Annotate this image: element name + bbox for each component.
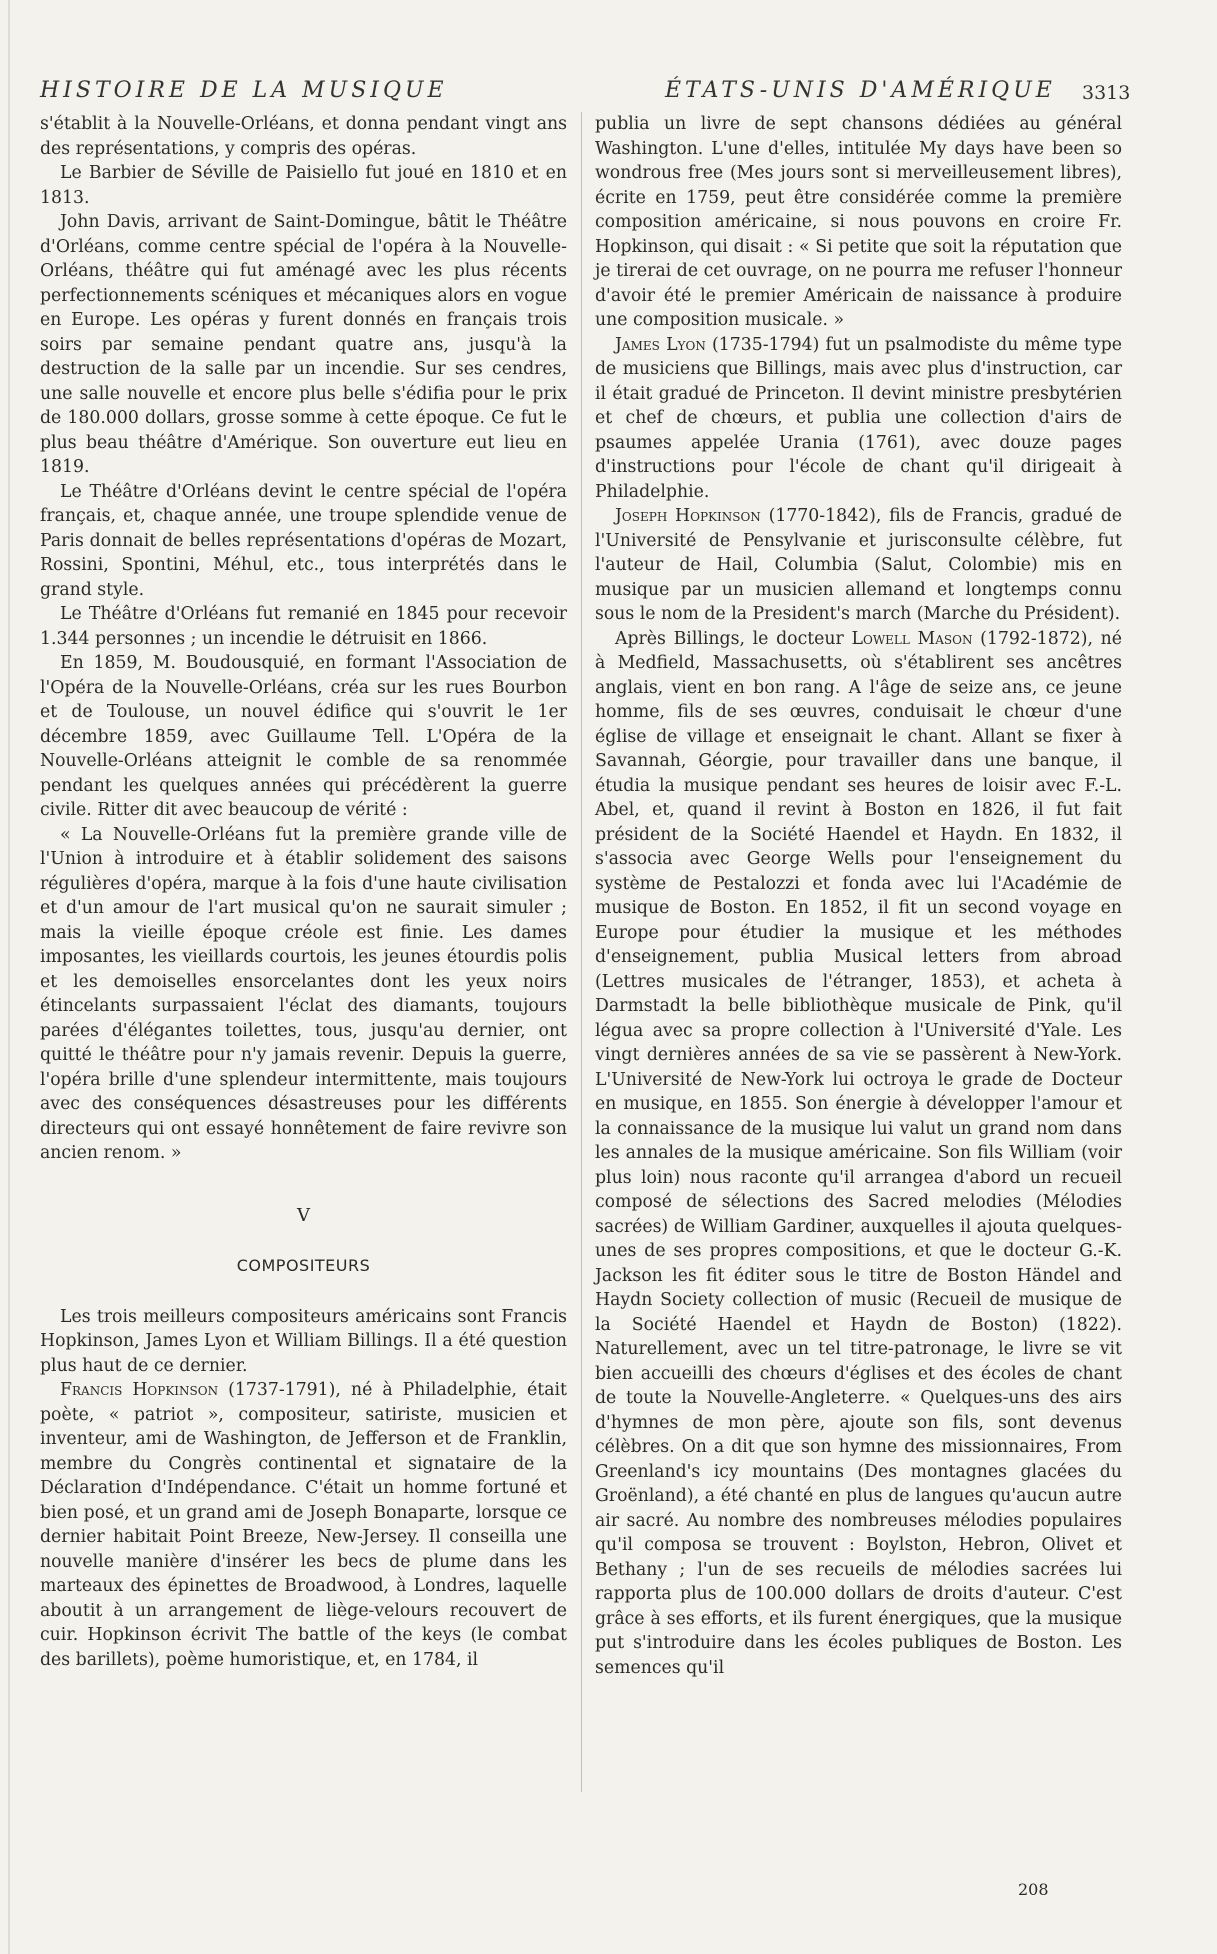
paragraph: John Davis, arrivant de Saint-Domingue, bâtit le Théâtre d'Orléans, comme centre spécial de l'opéra à la Nouvelle-Orléans, théâtre qui fut aménagé avec les plus récents perfectionnements scéniques et mécaniques alors en vogue en Europe. Les opéras y furent donnés en français trois soirs par semaine pendant quatre ans, jusqu'à la destruction de la salle par un incendie. Sur ses cendres, une salle nouvelle et encore plus belle s'édifia pour le prix de 180.000 dollars, grosse somme à cette époque. Ce fut le plus beau théâtre d'Amérique. Son ouverture eut lieu en 1819.	[40, 212, 567, 477]
paragraph: Le Barbier de Séville de Paisiello fut joué en 1810 et en 1813.	[40, 163, 567, 208]
paragraph: publia un livre de sept chansons dédiées au général Washington. L'une d'elles, intitulée My days have been so wondrous free (Mes jours sont si merveilleusement libres), écrite en 1759, peut être considérée comme la première composition américaine, si nous pouvons en croire Fr. Hopkinson, qui disait : « Si petite que soit la réputation que je tirerai de cet ouvrage, on ne pourra me refuser l'honneur d'avoir été le premier Américain de naissance à produire une composition musicale. »	[595, 114, 1122, 330]
left-column	[40, 112, 567, 1672]
paragraph: Le Théâtre d'Orléans fut remanié en 1845 pour recevoir 1.344 personnes ; un incendie le détruisit en 1866.	[40, 604, 567, 649]
paragraph-text: Après Billings, le docteur	[615, 628, 852, 649]
paragraph	[595, 504, 1122, 627]
paragraph-text: (1770-1842), fils de Francis, gradué de l'Université de Pensylvanie et jurisconsulte célèbre, fut l'auteur de Hail, Columbia (Salut, Colombie) mis en musique par un musicien allemand et longtemps connu sous le nom de la President's march (Marche du Président).	[595, 506, 1122, 624]
running-head-left: HISTOIRE DE LA MUSIQUE	[40, 78, 448, 103]
paragraph	[40, 1378, 567, 1672]
paragraph	[595, 627, 1122, 1681]
person-name: James Lyon	[615, 334, 706, 355]
person-name: Francis Hopkinson	[60, 1380, 219, 1400]
folio-number: 208	[1018, 1880, 1049, 1899]
page-edge-shadow	[8, 0, 10, 1954]
paragraph-text: (1792-1872), né à Medfield, Massachusetts, où s'établirent ses ancêtres anglais, vient en bon rang. A l'âge de seize ans, ce jeune homme, fils de ses œuvres, conduisait le chœur d'une église de village et enseignait le chant. Allant se fixer à Savannah, Géorgie, pour travailler dans une banque, il étudia la musique pendant ses heures de loisir avec F.-L. Abel, et, quand il revint à Boston en 1826, il fut fait président de la Société Haendel et Haydn. En 1832, il s'associa avec George Wells pour l'enseignement du système de Pestalozzi et fonda avec lui l'Académie de musique de Boston. En 1852, il fit un second voyage en Europe pour étudier la musique et les méthodes d'enseignement, publia Musical letters from abroad (Lettres musicales de l'étranger, 1853), et acheta à Darmstadt la belle bibliothèque musicale de Pink, qu'il légua avec sa propre collection à l'Université d'Yale. Les vingt dernières années de sa vie se passèrent à New-York. L'Université de New-York lui octroya le grade de Docteur en musique, en 1855. Son énergie à développer l'amour et la connaissance de la musique lui valut un grand nom dans les annales de la musique américaine. Son fils William (voir plus loin) nous raconte qu'il arrangea d'abord un recueil composé de sélections des Sacred melodies (Mélodies sacrées) de William Gardiner, auxquelles il ajouta quelques-unes de ses propres compositions, et que le docteur G.-K. Jackson les fit éditer sous le titre de Boston Händel and Haydn Society collection of music (Recueil de musique de la Société Haendel et Haydn de Boston) (1822). Naturellement, avec un tel titre-patronage, le livre se vit bien accueilli des chœurs d'églises et des écoles de chant de toute la Nouvelle-Angleterre. « Quelques-uns des airs d'hymnes de mon père, ajoute son fils, sont devenus célèbres. On a dit que son hymne des missionnaires, From Greenland's icy mountains (Des montagnes glacées du Groënland), a été chanté en plus de langues qu'aucun autre air sacré. Au nombre des nombreuses mélodies populaires qu'il composa se trouvent : Boylston, Hebron, Olivet et Bethany ; l'un de ses recueils de mélodies sacrées lui rapporta plus de 100.000 dollars de droits d'auteur. C'est grâce à ses efforts, et ils furent énergiques, que la musique put s'introduire dans les écoles publiques de Boston. Les semences qu'il	[595, 628, 1122, 1678]
paragraph: En 1859, M. Boudousquié, en formant l'Association de l'Opéra de la Nouvelle-Orléans, créa sur les rues Bourbon et de Toulouse, un nouvel édifice qui s'ouvrit le 1er décembre 1859, avec Guillaume Tell. L'Opéra de la Nouvelle-Orléans atteignit le comble de sa renommée pendant les quelques années qui précédèrent la guerre civile. Ritter dit avec beaucoup de vérité :	[40, 653, 567, 820]
page-number: 3313	[1082, 82, 1131, 104]
section-title: COMPOSITEURS	[236, 1256, 371, 1275]
person-name: Joseph Hopkinson	[615, 506, 761, 526]
right-column	[595, 112, 1122, 1680]
running-head-right: ÉTATS-UNIS D'AMÉRIQUE	[665, 78, 1056, 103]
paragraph: Les trois meilleurs compositeurs américains sont Francis Hopkinson, James Lyon et William Billings. Il a été question plus haut de ce dernier.	[40, 1306, 567, 1376]
section-number: V	[297, 1204, 310, 1226]
paragraph: s'établit à la Nouvelle-Orléans, et donna pendant vingt ans des représentations, y compris des opéras.	[40, 114, 567, 159]
paragraph	[595, 333, 1122, 505]
column-divider	[581, 112, 582, 1792]
person-name: Lowell Mason	[851, 628, 973, 649]
paragraph: Le Théâtre d'Orléans devint le centre spécial de l'opéra français, et, chaque année, une troupe splendide venue de Paris donnait de belles représentations d'opéras de Mozart, Rossini, Spontini, Méhul, etc., tous interprétés dans le grand style.	[40, 481, 567, 600]
paragraph-text: (1737-1791), né à Philadelphie, était poète, « patriot », compositeur, satiriste, musicien et inventeur, ami de Washington, de Jefferson et de Franklin, membre du Congrès continental et signataire de la Déclaration d'Indépendance. C'était un homme fortuné et bien posé, et un grand ami de Joseph Bonaparte, lorsque ce dernier habitait Point Breeze, New-Jersey. Il conseilla une nouvelle manière d'insérer les becs de plume dans les marteaux des épinettes de Broadwood, à Londres, laquelle aboutit à un arrangement de liège-velours recouvert de cuir. Hopkinson écrivit The battle of the keys (le combat des barillets), poème humoristique, et, en 1784, il	[40, 1380, 567, 1670]
quotation: « La Nouvelle-Orléans fut la première grande ville de l'Union à introduire et à établir solidement des saisons régulières d'opéra, marque à la fois d'une haute civilisation et d'un amour de l'art musical qu'on ne saurait simuler ; mais la vieille époque créole est finie. Les dames imposantes, les vieillards courtois, les jeunes étourdis polis et les demoiselles ensorcelantes dont les yeux noirs étincelants surpassaient l'éclat des diamants, toujours parées d'élégantes toilettes, tous, jusqu'au dernier, ont quitté le théâtre pour n'y jamais revenir. Depuis la guerre, l'opéra brille d'une splendeur intermittente, mais toujours avec des conséquences désastreuses pour les différents directeurs qui ont essayé honnêtement de faire revivre son ancien renom. »	[40, 824, 567, 1163]
paragraph-text: (1735-1794) fut un psalmodiste du même type de musiciens que Billings, mais avec plus d'instruction, car il était gradué de Princeton. Il devint ministre presbytérien et chef de chœurs, et publia une collection d'airs de psaumes appelée Urania (1761), avec douze pages d'instructions pour l'école de chant qu'il dirigeait à Philadelphie.	[595, 334, 1122, 502]
